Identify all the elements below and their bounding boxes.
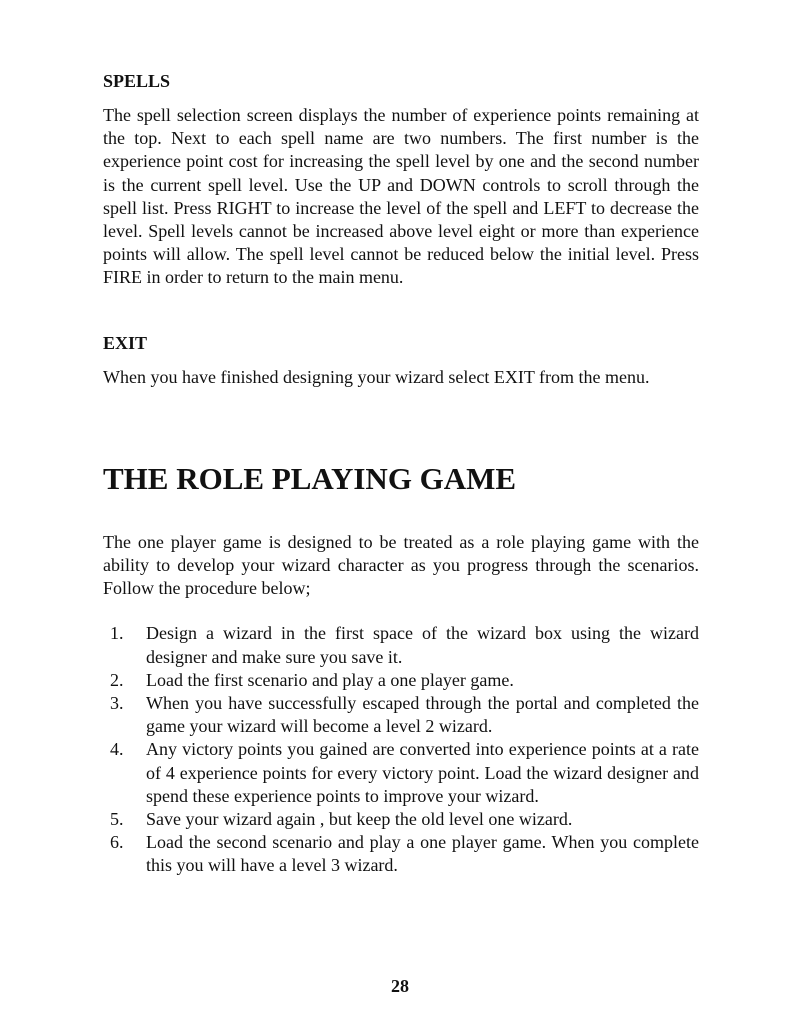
spells-paragraph: The spell selection screen displays the number of experience points remaining at the top. Next to each spell name are two numbers. The first number is the experience point cost for increasing the spell level by one and the second number is the current spell level. Use the UP and DOWN controls to scroll through the spell list. Press RIGHT to increase the level of the spell and LEFT to decrease the level. Spell levels cannot be increased above level eight or more than experience points will allow. The spell level cannot be reduced below the initial level. Press FIRE in order to return to the main menu. <box>103 105 699 288</box>
list-item-text: Load the first scenario and play a one player game. <box>146 669 514 690</box>
list-item <box>103 831 699 877</box>
list-item-number: 4. <box>110 739 124 760</box>
spells-heading: SPELLS <box>103 71 171 91</box>
list-item-number: 5. <box>110 809 124 830</box>
role-playing-game-heading: THE ROLE PLAYING GAME <box>103 460 517 496</box>
list-item-text: Load the second scenario and play a one player game. When you complete this you will have a level 3 wizard. <box>146 832 699 876</box>
list-item-number: 6. <box>110 832 124 853</box>
exit-heading: EXIT <box>103 332 148 353</box>
list-item <box>103 622 699 668</box>
list-item <box>103 738 699 808</box>
role-playing-intro-paragraph: The one player game is designed to be treated as a role playing game with the ability to develop your wizard character as you progress through the scenarios. Follow the procedure below; <box>103 531 699 599</box>
procedure-list <box>103 622 699 877</box>
list-item <box>103 808 699 831</box>
list-item <box>103 669 699 692</box>
list-item-number: 1. <box>110 623 124 644</box>
exit-paragraph: When you have finished designing your wizard select EXIT from the menu. <box>103 366 650 387</box>
list-item-text: Any victory points you gained are converted into experience points at a rate of 4 experience points for every victory point. Load the wizard designer and spend these experience points to improve your wizard. <box>146 739 699 806</box>
list-item-text: Save your wizard again , but keep the old level one wizard. <box>146 809 573 830</box>
list-item <box>103 692 699 738</box>
list-item-text: Design a wizard in the first space of the wizard box using the wizard designer and make sure you save it. <box>146 623 699 667</box>
list-item-number: 2. <box>110 669 124 690</box>
page-number: 28 <box>391 976 409 996</box>
list-item-number: 3. <box>110 693 124 714</box>
list-item-text: When you have successfully escaped through the portal and completed the game your wizard will become a level 2 wizard. <box>146 693 699 737</box>
manual-page <box>103 70 699 878</box>
